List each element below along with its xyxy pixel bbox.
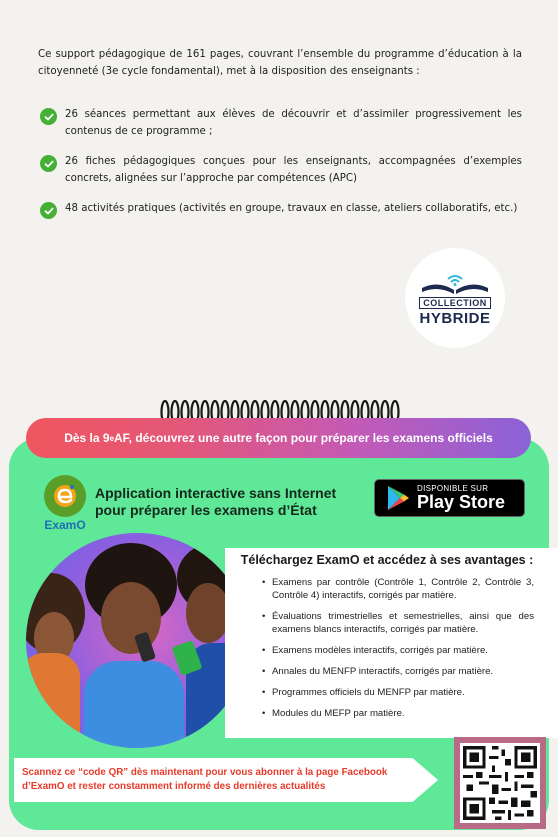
banner-superscript: e: [109, 433, 115, 443]
qr-callout-text: Scannez ce “code QR” dès maintenant pour vous abonner à la page Facebook d’ExamO et rester constamment informé des dernières actualités: [22, 767, 388, 792]
list-item: [40, 153, 522, 187]
check-icon: [40, 155, 57, 172]
list-item: [40, 106, 522, 140]
play-store-button[interactable]: [374, 479, 525, 517]
examo-badge-icon: [44, 475, 86, 517]
list-item: [40, 200, 522, 219]
play-store-big-label: Play Store: [417, 492, 506, 512]
advantages-list: [262, 576, 534, 728]
feature-text: 48 activités pratiques (activités en groupe, travaux en classe, ateliers collaboratifs, etc.): [65, 203, 518, 214]
banner-suffix: AF, découvrez une autre façon pour préparer les examens officiels: [114, 431, 493, 445]
list-item: • Annales du MENFP interactifs, corrigés par matière.: [262, 665, 534, 678]
feature-list: [40, 106, 522, 232]
logo-hybride-text: HYBRIDE: [419, 309, 491, 327]
feature-text: 26 séances permettant aux élèves de découvrir et d’assimiler progressivement les contenus de ce programme ;: [65, 109, 522, 137]
examo-logo: [42, 475, 88, 532]
book-wifi-icon: [416, 270, 494, 296]
logo-collection-text: COLLECTION: [419, 297, 491, 309]
list-item: • Modules du MEFP par matière.: [262, 707, 534, 720]
collection-hybride-logo: [405, 248, 505, 348]
google-play-icon: [385, 484, 411, 512]
qr-code[interactable]: [454, 737, 546, 829]
play-store-small-label: DISPONIBLE SUR: [417, 484, 489, 493]
play-store-text: [417, 484, 505, 512]
advantages-title: Téléchargez ExamO et accédez à ses avantages :: [240, 553, 534, 567]
intro-paragraph: Ce support pédagogique de 161 pages, couvrant l’ensemble du programme d’éducation à la citoyenneté (3e cycle fondamental), met à la disposition des enseignants :: [38, 49, 522, 77]
list-item: • Examens modèles interactifs, corrigés par matière.: [262, 644, 534, 657]
check-icon: [40, 108, 57, 125]
examo-name: ExamO: [44, 518, 86, 532]
banner-prefix: Dès la 9: [64, 431, 110, 445]
app-tagline: Application interactive sans Internet pour préparer les examens d’État: [95, 485, 337, 518]
list-item: • Examens par contrôle (Contrôle 1, Contrôle 2, Contrôle 3, Contrôle 4) interactifs, corrigés par matière.: [262, 576, 534, 602]
exam-banner: [26, 418, 531, 458]
feature-text: 26 fiches pédagogiques conçues pour les enseignants, accompagnées d’exemples concrets, alignées sur l’approche par compétences (APC): [65, 156, 522, 184]
check-icon: [40, 202, 57, 219]
list-item: • Programmes officiels du MENFP par matière.: [262, 686, 534, 699]
list-item: • Évaluations trimestrielles et semestrielles, ainsi que des examens blancs interactifs, corrigés par matière.: [262, 610, 534, 636]
qr-code-icon: [460, 743, 540, 823]
students-photo: [26, 533, 248, 748]
